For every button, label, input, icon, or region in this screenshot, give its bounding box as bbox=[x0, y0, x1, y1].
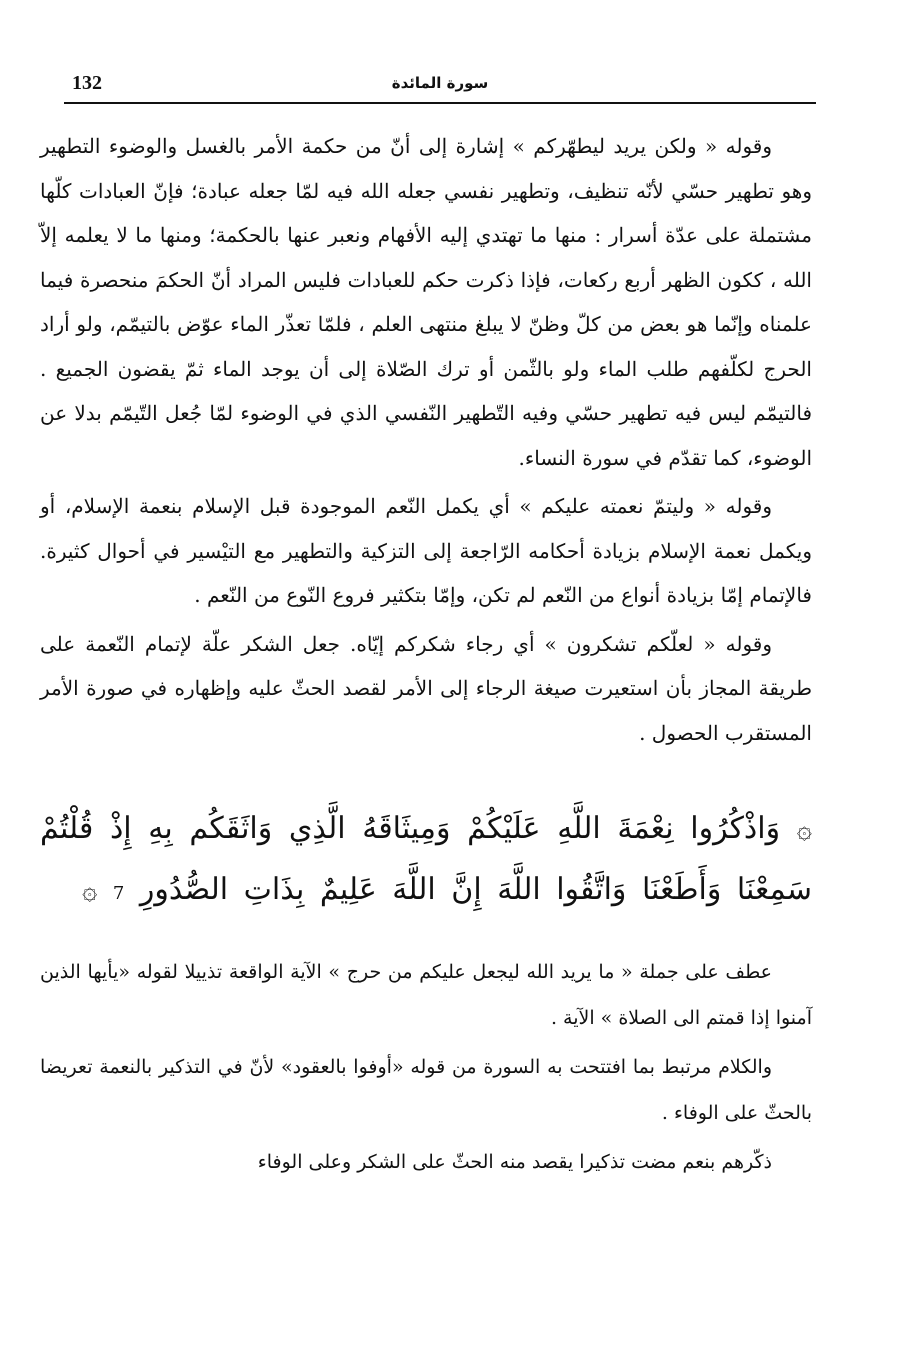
page-body bbox=[40, 124, 812, 1190]
tafsir-paragraph: ذكّرهم بنعم مضت تذكيرا يقصد منه الحثّ على الشكر وعلى الوفاء bbox=[257, 1151, 772, 1173]
verse-close-ornament: ۞ bbox=[82, 876, 98, 906]
page-number: 132 bbox=[72, 72, 102, 94]
page-header bbox=[64, 68, 816, 98]
paragraph: وقوله « ولكن يريد ليطهّركم » إشارة إلى أنّ من حكمة الأمر بالغسل والوضوء التطهير وهو تطهير حسّي لأنّه تنظيف، وتطهير نفسي جعله الله فيه لمّا جعله عبادة؛ فإنّ العبادات كلّها مشتملة على عدّة أسرار : منها ما تهتدي إليه الأفهام ونعبر عنها بالحكمة؛ ومنها ما لا يعلمه إلاّ الله ، ككون الظهر أربع ركعات، فإذا ذكرت حكم للعبادات فليس المراد أنّ الحكمَ منحصرة فيما علمناه وإنّما هو بعض من كلّ وظنّ لا يبلغ منتهى العلم ، فلمّا تعذّر الماء عوّض بالتيمّم، ولو أراد الحرج لكلّفهم طلب الماء ولو بالثّمن أو ترك الصّلاة إلى أن يوجد الماء ثمّ يقضون الجميع . فالتيمّم ليس فيه تطهير حسّي وفيه التّطهير النّفسي الذي في الوضوء لمّا جُعل التّيمّم بدلا عن الوضوء، كما تقدّم في سورة النساء. bbox=[40, 134, 813, 470]
quran-verse bbox=[40, 799, 812, 924]
paragraph: وقوله « لعلّكم تشكرون » أي رجاء شكركم إيّاه. جعل الشكر علّة لإتمام النّعمة على طريقة المجاز بأن استعيرت صيغة الرجاء إلى الأمر لقصد الحثّ عليه وإظهاره في صورة الأمر المستقرب الحصول . bbox=[40, 631, 812, 745]
verse-open-ornament: ۞ bbox=[796, 815, 812, 845]
surah-title: سورة المائدة bbox=[391, 74, 489, 92]
tafsir-paragraph: والكلام مرتبط بما افتتحت به السورة من قوله «أوفوا بالعقود» لأنّ في التذكير بالنعمة تعريضا بالحثّ على الوفاء . bbox=[40, 1056, 812, 1124]
verse-number: 7 bbox=[112, 883, 125, 904]
tafsir-paragraph: عطف على جملة « ما يريد الله ليجعل عليكم من حرج » الآية الواقعة تذييلا لقوله «يأيها الذين آمنوا إذا قمتم الى الصلاة » الآية . bbox=[40, 961, 812, 1029]
paragraph: وقوله « وليتمّ نعمته عليكم » أي يكمل النّعم الموجودة قبل الإسلام بنعمة الإسلام، أو ويكمل نعمة الإسلام بزيادة أحكامه الرّاجعة إلى التزكية والتطهير مع التيْسير في أحوال كثيرة. فالإتمام إمّا بزيادة أنواع من النّعم لم تكن، وإمّا بتكثير فروع النّوع من النّعم . bbox=[40, 494, 812, 607]
verse-text: وَاذْكُرُوا نِعْمَةَ اللَّهِ عَلَيْكُمْ وَمِيثَاقَهُ الَّذِي وَاثَقَكُم بِهِ إِذْ قُلْتُمْ سَمِعْنَا وَأَطَعْنَا وَاتَّقُوا اللَّهَ إِنَّ اللَّهَ عَلِيمٌ بِذَاتِ الصُّدُورِ bbox=[40, 811, 812, 907]
header-rule bbox=[64, 102, 816, 104]
